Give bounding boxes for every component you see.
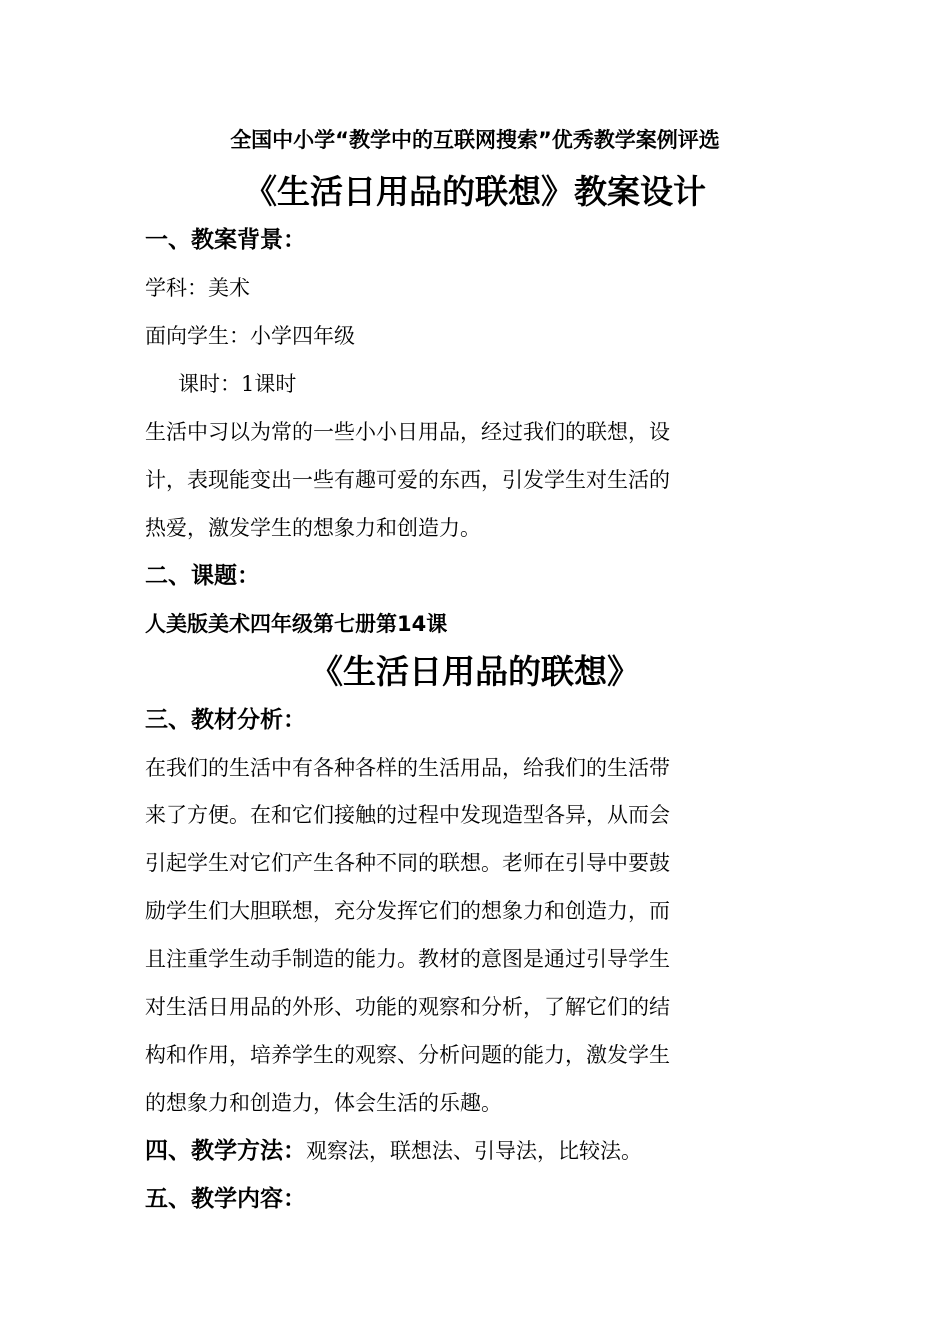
methods-text: 观察法，联想法、引导法，比较法。 — [306, 1139, 642, 1163]
lesson-title: 《生活日用品的联想》 — [310, 652, 640, 691]
students-line: 面向学生：小学四年级 — [145, 324, 355, 348]
background-paragraph-line: 热爱，激发学生的想象力和创造力。 — [145, 516, 481, 540]
background-paragraph-line: 计，表现能变出一些有趣可爱的东西，引发学生对生活的 — [145, 468, 670, 492]
section-heading-background: 一、教案背景： — [145, 227, 306, 253]
analysis-paragraph-line: 且注重学生动手制造的能力。教材的意图是通过引导学生 — [145, 947, 670, 971]
analysis-paragraph-line: 来了方便。在和它们接触的过程中发现造型各异，从而会 — [145, 803, 670, 827]
competition-subtitle: 全国中小学“教学中的互联网搜索”优秀教学案例评选 — [230, 128, 720, 152]
methods-line — [145, 1137, 642, 1165]
section-heading-analysis: 三、教材分析： — [145, 707, 306, 733]
document-title: 《生活日用品的联想》教案设计 — [244, 172, 706, 211]
section-heading-content: 五、教学内容： — [145, 1186, 306, 1212]
subject-line: 学科：美术 — [145, 276, 250, 300]
analysis-paragraph-line: 构和作用，培养学生的观察、分析问题的能力，激发学生 — [145, 1043, 670, 1067]
section-heading-topic: 二、课题： — [145, 563, 260, 589]
background-paragraph-line: 生活中习以为常的一些小小日用品，经过我们的联想，设 — [145, 420, 670, 444]
analysis-paragraph-line: 对生活日用品的外形、功能的观察和分析，了解它们的结 — [145, 995, 670, 1019]
section-heading-methods: 四、教学方法： — [145, 1138, 306, 1164]
textbook-line: 人美版美术四年级第七册第14课 — [145, 612, 448, 636]
hours-line: 课时：1课时 — [178, 372, 297, 396]
analysis-paragraph-line: 在我们的生活中有各种各样的生活用品，给我们的生活带 — [145, 756, 670, 780]
analysis-paragraph-line: 励学生们大胆联想，充分发挥它们的想象力和创造力，而 — [145, 899, 670, 923]
analysis-paragraph-line: 的想象力和创造力，体会生活的乐趣。 — [145, 1091, 502, 1115]
analysis-paragraph-line: 引起学生对它们产生各种不同的联想。老师在引导中要鼓 — [145, 851, 670, 875]
